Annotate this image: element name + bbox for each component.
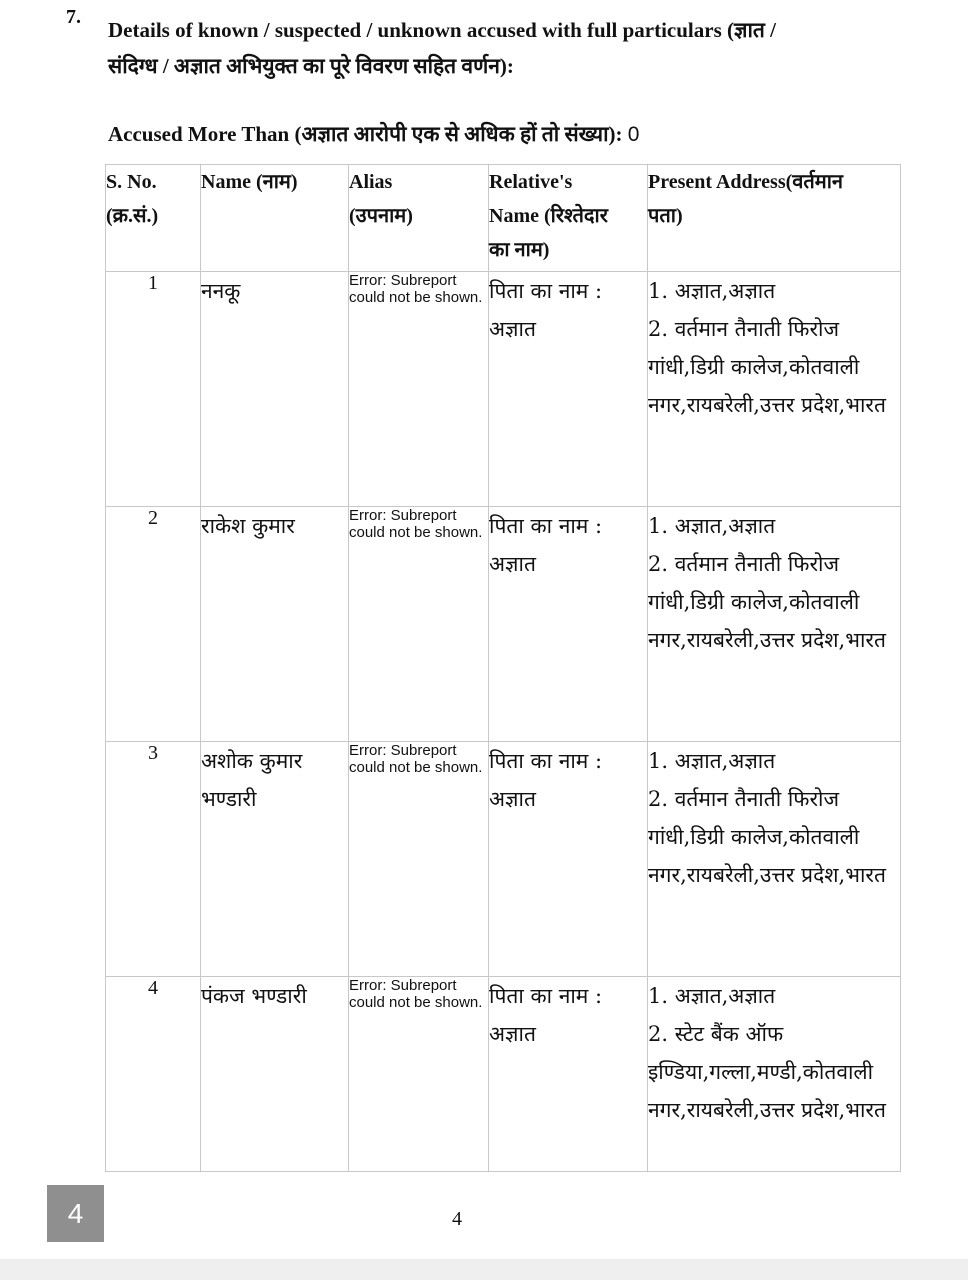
cell-alias: Error: Subreport could not be shown. — [349, 977, 489, 1172]
cell-sno: 4 — [106, 977, 201, 1172]
header-relative-line: Name (रिश्तेदार — [489, 205, 608, 227]
table-header-row — [106, 165, 901, 272]
address-line: 2. स्टेट बैंक ऑफ इण्डिया,गल्ला,मण्डी,कोतवाली नगर,रायबरेली,उत्तर प्रदेश,भारत — [648, 1022, 886, 1122]
cell-relative-name: पिता का नाम : अज्ञात — [489, 507, 648, 742]
header-address-line: Present Address(वर्तमान — [648, 171, 844, 193]
header-alias — [349, 165, 489, 272]
cell-relative-name: पिता का नाम : अज्ञात — [489, 272, 648, 507]
header-present-address — [648, 165, 901, 272]
address-line: 2. वर्तमान तैनाती फिरोज गांधी,डिग्री कालेज,कोतवाली नगर,रायबरेली,उत्तर प्रदेश,भारत — [648, 552, 886, 652]
table-row — [106, 742, 901, 977]
cell-sno: 1 — [106, 272, 201, 507]
bottom-bar — [0, 1259, 968, 1280]
cell-present-address — [648, 742, 901, 977]
cell-name: राकेश कुमार — [201, 507, 349, 742]
accused-more-label: Accused More Than (अज्ञात आरोपी एक से अधिक हों तो संख्या): — [108, 122, 623, 146]
header-sno-line: (क्र.सं.) — [106, 205, 159, 227]
header-alias-line: Alias — [349, 171, 393, 193]
cell-present-address — [648, 272, 901, 507]
header-sno-line: S. No. — [106, 171, 157, 193]
cell-sno: 3 — [106, 742, 201, 977]
cell-alias: Error: Subreport could not be shown. — [349, 742, 489, 977]
cell-relative-name: पिता का नाम : अज्ञात — [489, 742, 648, 977]
address-line: 2. वर्तमान तैनाती फिरोज गांधी,डिग्री कालेज,कोतवाली नगर,रायबरेली,उत्तर प्रदेश,भारत — [648, 317, 886, 417]
cell-alias: Error: Subreport could not be shown. — [349, 507, 489, 742]
page-footer-number: 4 — [452, 1208, 462, 1230]
header-relative-name — [489, 165, 648, 272]
section-heading-line1: Details of known / suspected / unknown accused with full particulars (ज्ञात / — [108, 18, 776, 42]
address-line: 1. अज्ञात,अज्ञात — [648, 984, 776, 1008]
cell-name: ननकू — [201, 272, 349, 507]
section-heading — [108, 12, 888, 84]
address-line: 1. अज्ञात,अज्ञात — [648, 749, 776, 773]
cell-name: अशोक कुमार भण्डारी — [201, 742, 349, 977]
header-address-line: पता) — [648, 205, 683, 227]
accused-more-count: 0 — [627, 123, 640, 146]
cell-present-address — [648, 507, 901, 742]
section-heading-line2: संदिग्ध / अज्ञात अभियुक्त का पूरे विवरण सहित वर्णन): — [108, 54, 514, 78]
cell-present-address — [648, 977, 901, 1172]
table-row — [106, 977, 901, 1172]
header-name-line: Name (नाम) — [201, 171, 298, 193]
page-number-badge[interactable]: 4 — [47, 1185, 104, 1242]
header-alias-line: (उपनाम) — [349, 205, 413, 227]
header-name — [201, 165, 349, 272]
header-relative-line: का नाम) — [489, 239, 550, 261]
cell-alias: Error: Subreport could not be shown. — [349, 272, 489, 507]
cell-name: पंकज भण्डारी — [201, 977, 349, 1172]
cell-sno: 2 — [106, 507, 201, 742]
accused-more-than — [108, 120, 639, 148]
table-row — [106, 272, 901, 507]
section-number: 7. — [66, 6, 81, 28]
header-sno — [106, 165, 201, 272]
address-line: 1. अज्ञात,अज्ञात — [648, 279, 776, 303]
table-row — [106, 507, 901, 742]
cell-relative-name: पिता का नाम : अज्ञात — [489, 977, 648, 1172]
address-line: 2. वर्तमान तैनाती फिरोज गांधी,डिग्री कालेज,कोतवाली नगर,रायबरेली,उत्तर प्रदेश,भारत — [648, 787, 886, 887]
header-relative-line: Relative's — [489, 171, 573, 193]
address-line: 1. अज्ञात,अज्ञात — [648, 514, 776, 538]
accused-table — [105, 164, 901, 1172]
